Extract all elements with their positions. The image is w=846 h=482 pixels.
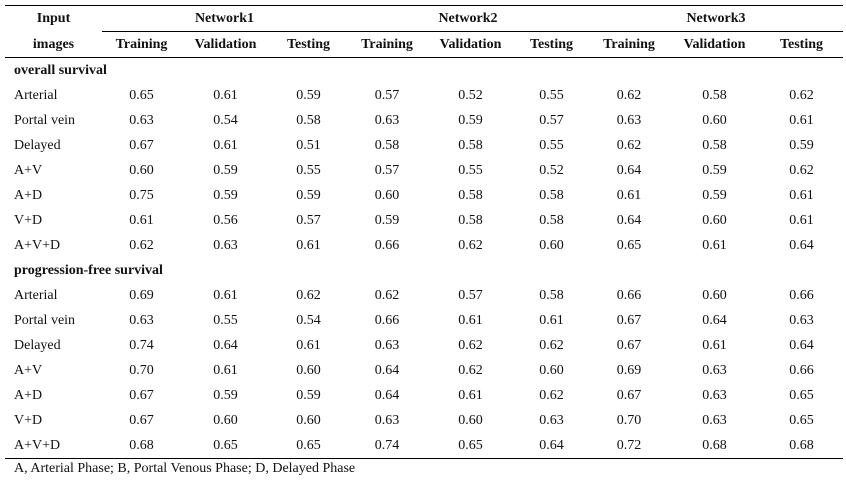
table-cell: 0.58 [458,188,483,203]
table-cell: 0.60 [374,188,400,203]
table-cell: 0.61 [616,188,642,203]
table-cell: 0.64 [789,238,814,253]
table-cell: 0.60 [702,288,727,303]
table-cell: 0.67 [616,338,642,353]
row-label: Arterial [14,288,58,303]
table-cell: 0.61 [213,88,238,103]
row-label: Arterial [14,88,58,103]
table-cell: 0.62 [789,163,814,178]
table-cell: 0.61 [702,338,727,353]
section-row [5,258,843,283]
table-cell: 0.58 [374,138,400,153]
table-cell: 0.62 [616,88,642,103]
table-cell: 0.62 [458,338,483,353]
table-cell: 0.66 [616,288,642,303]
table-cell: 0.72 [589,433,669,459]
table-cell: 0.59 [296,388,321,403]
table-cell: 0.59 [702,163,727,178]
row-label: A+D [14,188,43,203]
table-cell: 0.59 [296,188,321,203]
table-cell: 0.65 [789,413,814,428]
table-cell: 0.60 [702,113,727,128]
table-cell: 0.58 [539,213,564,228]
table-cell: 0.66 [374,238,400,253]
corner-header-line1: Input [5,6,102,32]
table-cell: 0.59 [702,188,727,203]
table-row [5,233,843,258]
row-label: A+V [14,163,43,178]
table-cell: 0.62 [616,138,642,153]
table-cell: 0.67 [129,388,154,403]
table-row [5,108,843,133]
table-cell: 0.64 [374,363,400,378]
table-cell: 0.55 [539,88,564,103]
table-cell: 0.64 [514,433,589,459]
network3-header: Network3 [589,6,843,32]
table-cell: 0.52 [458,88,483,103]
table-cell: 0.55 [213,313,238,328]
table-cell: 0.66 [789,288,814,303]
table-cell: 0.63 [702,388,727,403]
table-cell: 0.74 [129,338,154,353]
table-cell: 0.60 [129,163,154,178]
table-cell: 0.63 [702,413,727,428]
table-cell: 0.63 [213,238,238,253]
table-cell: 0.52 [539,163,564,178]
table-row [5,183,843,208]
row-label: A+V+D [14,238,61,253]
table-cell: 0.61 [213,138,238,153]
table-row [5,208,843,233]
table-cell: 0.59 [789,138,814,153]
n3-training-header: Training [589,32,669,58]
table-cell: 0.59 [296,88,321,103]
table-cell: 0.57 [296,213,321,228]
table-cell: 0.64 [616,213,642,228]
table-cell: 0.62 [539,338,564,353]
table-cell: 0.66 [374,313,400,328]
table-cell: 0.62 [458,363,483,378]
row-label: A+V+D [5,433,102,459]
table-row [5,433,843,459]
subcolumn-header-row [5,32,843,58]
row-label: A+D [14,388,43,403]
table-cell: 0.58 [539,288,564,303]
row-label: V+D [14,213,43,228]
n1-validation-header: Validation [181,32,270,58]
table-cell: 0.56 [213,213,238,228]
table-cell: 0.60 [296,363,321,378]
table-cell: 0.61 [296,238,321,253]
table-footnote: A, Arterial Phase; B, Portal Venous Phase; D, Delayed Phase [14,461,356,476]
table-cell: 0.58 [458,138,483,153]
table-row [5,358,843,383]
row-label: Portal vein [14,313,76,328]
table-row [5,83,843,108]
table-cell: 0.63 [374,338,400,353]
table-cell: 0.57 [539,113,564,128]
table-cell: 0.69 [616,363,642,378]
table-cell: 0.63 [702,363,727,378]
table-cell: 0.65 [129,88,154,103]
n1-testing-header: Testing [270,32,347,58]
table-cell: 0.61 [129,213,154,228]
table-cell: 0.61 [789,113,814,128]
table-cell: 0.65 [616,238,642,253]
row-label: Delayed [14,138,61,153]
table-cell: 0.67 [129,413,154,428]
table-cell: 0.63 [789,313,814,328]
results-table [5,5,843,459]
table-cell: 0.61 [458,388,483,403]
table-cell: 0.66 [789,363,814,378]
table-cell: 0.60 [702,213,727,228]
n2-testing-header: Testing [514,32,589,58]
corner-header-line2: images [5,32,102,58]
table-cell: 0.54 [296,313,321,328]
table-cell: 0.59 [213,188,238,203]
table-cell: 0.74 [347,433,427,459]
network2-header: Network2 [347,6,589,32]
table-cell: 0.59 [213,163,238,178]
table-cell: 0.70 [616,413,642,428]
row-label: V+D [14,413,43,428]
table-cell: 0.70 [129,363,154,378]
section-row [5,58,843,84]
table-cell: 0.61 [702,238,727,253]
table-cell: 0.55 [458,163,483,178]
network-header-row [5,6,843,32]
table-cell: 0.61 [458,313,483,328]
section-title: progression-free survival [14,263,163,278]
table-cell: 0.58 [539,188,564,203]
table-cell: 0.63 [539,413,564,428]
table-cell: 0.60 [296,413,321,428]
table-cell: 0.67 [616,388,642,403]
table-body [5,58,843,459]
table-row [5,158,843,183]
table-cell: 0.63 [374,113,400,128]
table-cell: 0.62 [458,238,483,253]
table-cell: 0.57 [374,88,400,103]
table-cell: 0.57 [374,163,400,178]
network1-header: Network1 [102,6,347,32]
table-cell: 0.68 [669,433,760,459]
n2-validation-header: Validation [427,32,514,58]
table-cell: 0.63 [129,113,154,128]
table-cell: 0.51 [296,138,321,153]
table-cell: 0.60 [539,238,564,253]
table-cell: 0.65 [789,388,814,403]
table-cell: 0.57 [458,288,483,303]
table-cell: 0.60 [539,363,564,378]
table-cell: 0.62 [789,88,814,103]
table-cell: 0.61 [296,338,321,353]
table-cell: 0.67 [616,313,642,328]
n3-testing-header: Testing [760,32,843,58]
table-cell: 0.65 [270,433,347,459]
n1-training-header: Training [102,32,181,58]
table-cell: 0.64 [616,163,642,178]
table-row [5,383,843,408]
table-row [5,283,843,308]
table-cell: 0.64 [374,388,400,403]
table-cell: 0.55 [539,138,564,153]
table-cell: 0.68 [760,433,843,459]
table-cell: 0.61 [539,313,564,328]
row-label: A+V [14,363,43,378]
table-cell: 0.59 [374,213,400,228]
table-cell: 0.64 [702,313,727,328]
table-cell: 0.64 [789,338,814,353]
table-cell: 0.64 [213,338,238,353]
table-cell: 0.68 [102,433,181,459]
table-cell: 0.63 [129,313,154,328]
table-cell: 0.59 [458,113,483,128]
table-cell: 0.60 [213,413,238,428]
table-row [5,333,843,358]
table-cell: 0.69 [129,288,154,303]
table-row [5,133,843,158]
table-cell: 0.61 [213,288,238,303]
table-cell: 0.62 [296,288,321,303]
table-cell: 0.62 [539,388,564,403]
table-cell: 0.62 [129,238,154,253]
table-cell: 0.65 [427,433,514,459]
table-head [5,6,843,58]
table-cell: 0.59 [213,388,238,403]
n3-validation-header: Validation [669,32,760,58]
table-cell: 0.75 [129,188,154,203]
n2-training-header: Training [347,32,427,58]
row-label: Portal vein [14,113,76,128]
row-label: Delayed [14,338,61,353]
table-cell: 0.60 [458,413,483,428]
table-cell: 0.55 [296,163,321,178]
table-cell: 0.61 [789,213,814,228]
section-title: overall survival [14,63,107,78]
table-cell: 0.58 [702,138,727,153]
table-cell: 0.54 [213,113,238,128]
table-cell: 0.65 [181,433,270,459]
table-cell: 0.61 [789,188,814,203]
table-cell: 0.58 [458,213,483,228]
table-row [5,308,843,333]
table-cell: 0.63 [616,113,642,128]
table-row [5,408,843,433]
table-cell: 0.58 [296,113,321,128]
table-cell: 0.61 [213,363,238,378]
table-cell: 0.58 [702,88,727,103]
table-cell: 0.62 [374,288,400,303]
table-cell: 0.67 [129,138,154,153]
table-cell: 0.63 [374,413,400,428]
